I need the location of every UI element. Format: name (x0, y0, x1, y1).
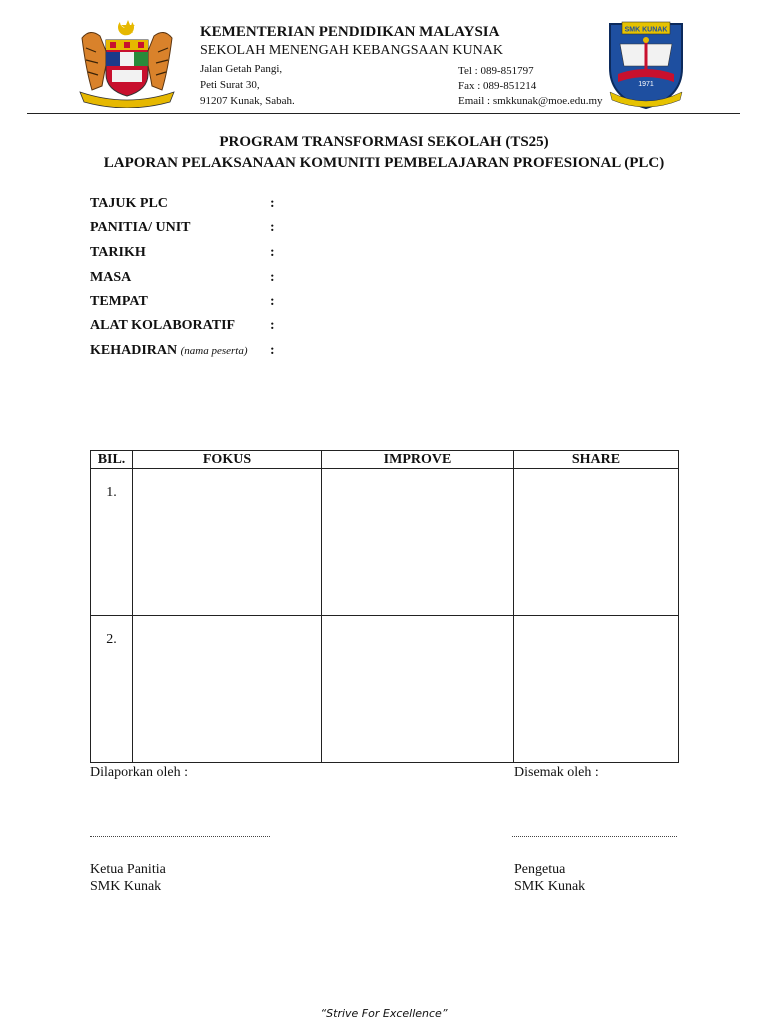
field-label-kehadiran: KEHADIRAN (nama peserta) (90, 343, 248, 358)
row-number: 1. (91, 469, 133, 616)
left-signer-org: SMK Kunak (90, 879, 162, 894)
field-colon: : (270, 294, 275, 309)
school-logo (604, 16, 688, 112)
signature-line-left (90, 836, 270, 837)
signature-line-right (512, 836, 677, 837)
column-header-bil: BIL. (91, 451, 133, 469)
right-signer-role: Pengetua (514, 862, 566, 877)
header-divider (27, 113, 740, 114)
field-label-tempat: TEMPAT (90, 294, 148, 309)
cell-improve[interactable] (322, 616, 514, 763)
cell-share[interactable] (514, 616, 679, 763)
row-number: 2. (91, 616, 133, 763)
column-header-improve: IMPROVE (322, 451, 514, 469)
table-row (91, 469, 679, 616)
telephone: Tel : 089-851797 (458, 65, 534, 77)
field-colon: : (270, 196, 275, 211)
address-line-3: 91207 Kunak, Sabah. (200, 95, 295, 107)
field-label-tarikh: TARIKH (90, 245, 146, 260)
right-signer-org: SMK Kunak (514, 879, 586, 894)
document-title: PROGRAM TRANSFORMASI SEKOLAH (TS25) (219, 134, 549, 150)
footer-motto: “Strive For Excellence” (320, 1007, 448, 1020)
left-signer-role: Ketua Panitia (90, 862, 166, 877)
address-line-1: Jalan Getah Pangi, (200, 63, 283, 75)
cell-improve[interactable] (322, 469, 514, 616)
cell-fokus[interactable] (133, 616, 322, 763)
logo-year-text: 1971 (638, 81, 654, 88)
address-line-2: Peti Surat 30, (200, 79, 260, 91)
column-header-fokus: FOKUS (133, 451, 322, 469)
field-colon: : (270, 220, 275, 235)
table-header-row (91, 451, 679, 469)
school-name: SEKOLAH MENENGAH KEBANGSAAN KUNAK (200, 43, 503, 58)
field-label-masa: MASA (90, 270, 132, 285)
cell-fokus[interactable] (133, 469, 322, 616)
logo-banner-text: SMK KUNAK (624, 26, 668, 34)
field-colon: : (270, 245, 275, 260)
fax: Fax : 089-851214 (458, 80, 537, 92)
field-colon: : (270, 270, 275, 285)
plc-table (90, 450, 679, 763)
field-label-panitia-unit: PANITIA/ UNIT (90, 220, 191, 235)
column-header-share: SHARE (514, 451, 679, 469)
field-colon: : (270, 343, 275, 358)
coat-of-arms-logo (72, 18, 182, 108)
table-row (91, 616, 679, 763)
email: Email : smkkunak@moe.edu.my (458, 95, 603, 107)
field-colon: : (270, 318, 275, 333)
field-label-alat-kolaboratif: ALAT KOLABORATIF (90, 318, 236, 333)
cell-share[interactable] (514, 469, 679, 616)
ministry-name: KEMENTERIAN PENDIDIKAN MALAYSIA (200, 24, 500, 40)
document-subtitle: LAPORAN PELAKSANAAN KOMUNITI PEMBELAJARAN PROFESIONAL (PLC) (103, 155, 665, 171)
field-label-tajuk-plc: TAJUK PLC (90, 196, 168, 211)
reported-by-label: Dilaporkan oleh : (90, 765, 188, 780)
field-note-nama-peserta: (nama peserta) (180, 345, 248, 357)
reviewed-by-label: Disemak oleh : (514, 765, 599, 780)
